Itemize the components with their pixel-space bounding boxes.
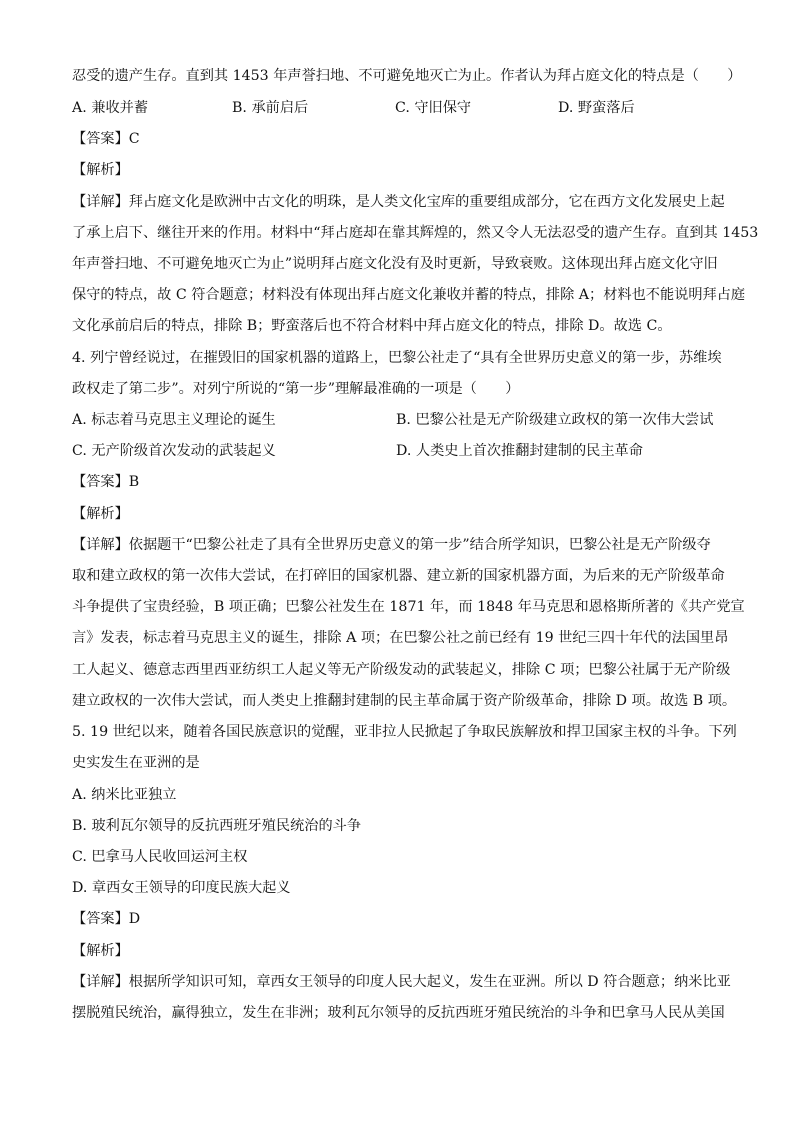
q5-stem-line: 5. 19 世纪以来，随着各国民族意识的觉醒，亚非拉人民掀起了争取民族解放和捍卫国家主权的斗争。下列 <box>72 724 737 740</box>
q3-option-d: D. 野蛮落后 <box>558 100 635 116</box>
q5-option-b: B. 玻利瓦尔领导的反抗西班牙殖民统治的斗争 <box>72 818 362 834</box>
q5-answer: 【答案】D <box>72 911 141 927</box>
q4-option-b: B. 巴黎公社是无产阶级建立政权的第一次伟大尝试 <box>396 412 714 428</box>
q5-option-d: D. 章西女王领导的印度民族大起义 <box>72 880 291 896</box>
q3-analysis-label: 【解析】 <box>72 162 129 178</box>
q4-detail-line: 斗争提供了宝贵经验，B 项正确；巴黎公社发生在 1871 年，而 1848 年马克思和恩格斯所著的《共产党宣 <box>72 599 745 615</box>
q4-stem-line: 政权走了第二步”。对列宁所说的“第一步”理解最准确的一项是（ ） <box>72 381 520 397</box>
q3-option-a: A. 兼收并蓄 <box>72 100 149 116</box>
q3-detail-line: 年声誉扫地、不可避免地灭亡为止”说明拜占庭文化没有及时更新，导致衰败。这体现出拜占庭文化守旧 <box>72 256 718 272</box>
q4-option-a: A. 标志着马克思主义理论的诞生 <box>72 412 276 428</box>
q3-option-b: B. 承前启后 <box>232 100 309 116</box>
q4-detail-line: 言》发表，标志着马克思主义的诞生，排除 A 项；在巴黎公社之前已经有 19 世纪三四十年代的法国里昂 <box>72 630 729 646</box>
q4-stem-line: 4. 列宁曾经说过，在摧毁旧的国家机器的道路上，巴黎公社走了“具有全世界历史意义的第一步，苏维埃 <box>72 350 722 366</box>
q4-analysis-label: 【解析】 <box>72 506 129 522</box>
q5-option-a: A. 纳米比亚独立 <box>72 787 177 803</box>
q5-option-c: C. 巴拿马人民收回运河主权 <box>72 849 248 865</box>
q5-detail-line: 摆脱殖民统治，赢得独立，发生在非洲；玻利瓦尔领导的反抗西班牙殖民统治的斗争和巴拿马人民从美国 <box>72 1005 725 1021</box>
q3-option-c: C. 守旧保守 <box>395 100 472 116</box>
q4-option-c: C. 无产阶级首次发动的武装起义 <box>72 443 276 459</box>
q4-option-d: D. 人类史上首次推翻封建制的民主革命 <box>396 443 643 459</box>
q3-detail-line: 文化承前启后的特点，排除 B；野蛮落后也不符合材料中拜占庭文化的特点，排除 D。故选 C。 <box>72 318 672 334</box>
q4-detail-line: 工人起义、德意志西里西亚纺织工人起义等无产阶级发动的武装起义，排除 C 项；巴黎公社属于无产阶级 <box>72 662 731 678</box>
q5-stem-line: 史实发生在亚洲的是 <box>72 755 200 771</box>
q3-answer: 【答案】C <box>72 131 140 147</box>
q3-detail-line: 了承上启下、继往开来的作用。材料中“拜占庭却在靠其辉煌的，然又令人无法忍受的遗产生存。直到其 1453 <box>72 225 759 241</box>
q4-detail-line: 建立政权的一次伟大尝试，而人类史上推翻封建制的民主革命属于资产阶级革命，排除 D 项。故选 B 项。 <box>72 693 737 709</box>
q5-analysis-label: 【解析】 <box>72 943 129 959</box>
q4-detail-line: 取和建立政权的第一次伟大尝试，在打碎旧的国家机器、建立新的国家机器方面，为后来的无产阶级革命 <box>72 568 725 584</box>
q4-answer: 【答案】B <box>72 474 140 490</box>
q3-detail-line: 【详解】拜占庭文化是欧洲中古文化的明珠，是人类文化宝库的重要组成部分，它在西方文化发展史上起 <box>72 194 725 210</box>
q3-stem-tail: 忍受的遗产生存。直到其 1453 年声誉扫地、不可避免地灭亡为止。作者认为拜占庭文化的特点是（ ） <box>72 68 742 84</box>
q4-detail-line: 【详解】依据题干“巴黎公社走了具有全世界历史意义的第一步”结合所学知识，巴黎公社是无产阶级夺 <box>72 537 711 553</box>
q3-detail-line: 保守的特点，故 C 符合题意；材料没有体现出拜占庭文化兼收并蓄的特点，排除 A；材料也不能说明拜占庭 <box>72 287 746 303</box>
q5-detail-line: 【详解】根据所学知识可知，章西女王领导的印度人民大起义，发生在亚洲。所以 D 符合题意；纳米比亚 <box>72 974 731 990</box>
